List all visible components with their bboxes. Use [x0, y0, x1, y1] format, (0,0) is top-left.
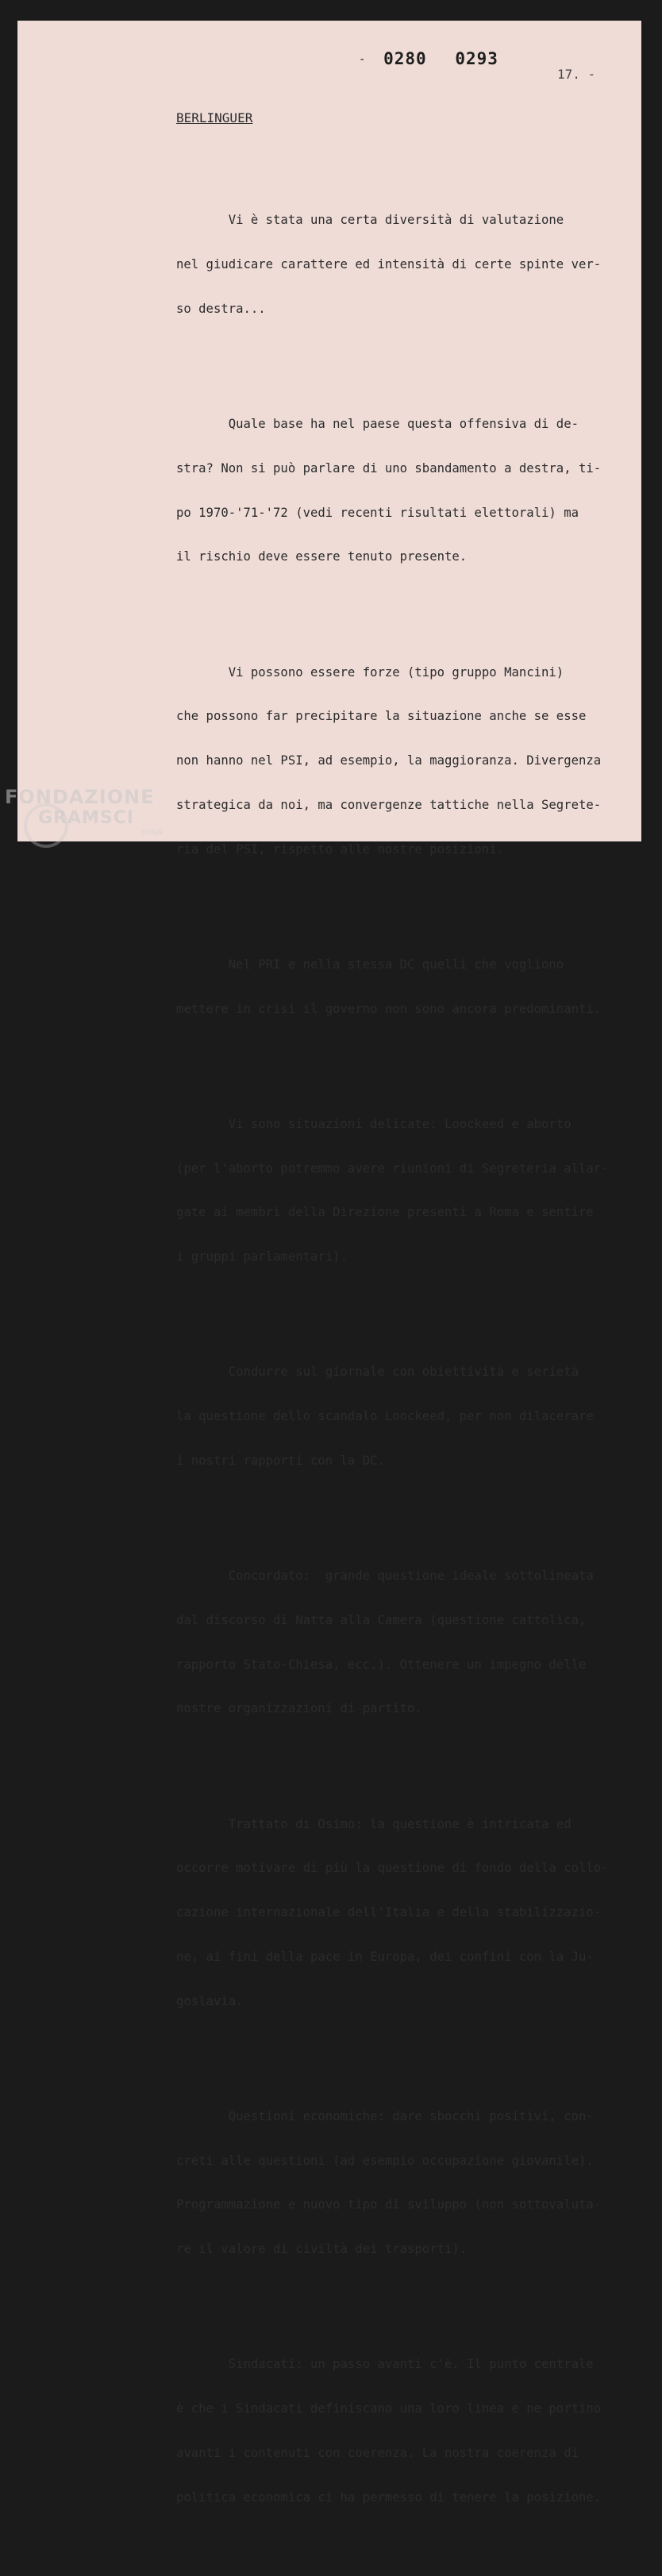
- text-line: Sindacati: un passo avanti c'è. Il punto centrale: [176, 2357, 594, 2372]
- document-body: [176, 154, 625, 2576]
- text-line: la questione dello scandalo Loockeed, per non dilacerare: [176, 1409, 594, 1424]
- text-line: (per l'aborto potremmo avere riunioni di Segreteria allar-: [176, 1161, 609, 1176]
- text-line: stra? Non si può parlare di uno sbandamento a destra, ti-: [176, 460, 602, 476]
- watermark-line-1: FONDAZIONE: [5, 786, 155, 808]
- watermark-line-2: GRAMSCI: [38, 808, 135, 828]
- text-line: Programmazione e nuovo tipo di sviluppo (non sottovaluta-: [176, 2197, 602, 2212]
- text-line: Vi è stata una certa diversità di valutazione: [176, 213, 564, 228]
- text-line: po 1970-'71-'72 (vedi recenti risultati elettorali) ma: [176, 505, 579, 520]
- text-line: Vi possono essere forze (tipo gruppo Mancini): [176, 664, 564, 680]
- text-line: ne, ai fini della pace in Europa, dei confini con la Ju-: [176, 1949, 594, 1964]
- paragraph: [176, 1787, 625, 2038]
- text-line: Trattato di Osimo: la questione è intricata ed: [176, 1816, 572, 1831]
- archive-numbers: [359, 49, 498, 68]
- text-line: nostre organizzazioni di partito.: [176, 1701, 422, 1716]
- text-line: Questioni economiche: dare sbocchi positivi, con-: [176, 2108, 594, 2124]
- text-line: creti alle questioni (ad esempio occupazione giovanile).: [176, 2153, 594, 2168]
- text-line: politica economica ci ha permesso di tenere la posizione.: [176, 2489, 602, 2505]
- paragraph: [176, 387, 625, 594]
- text-line: rapporto Stato-Chiesa, ecc.). Ottenere un impegno delle: [176, 1657, 587, 1672]
- document-title: BERLINGUER: [176, 110, 253, 125]
- paragraph: [176, 2328, 625, 2534]
- text-line: re il valore di civiltà dei trasporti).: [176, 2242, 468, 2257]
- text-line: Nel PRI e nella stessa DC quelli che vogliono: [176, 957, 564, 972]
- text-line: i nostri rapporti con la DC.: [176, 1453, 385, 1468]
- text-line: è che i Sindacati definiscano una loro linea e ne portino: [176, 2401, 602, 2416]
- text-line: cazione internazionale dell'Italia e della stabilizzazio-: [176, 1905, 602, 1920]
- text-line: Condurre sul giornale con obiettività e serietà: [176, 1365, 579, 1380]
- text-line: dal discorso di Natta alla Camera (questione cattolica,: [176, 1612, 587, 1627]
- text-line: i gruppi parlamentari).: [176, 1249, 348, 1265]
- text-line: occorre motivare di più la questione di fondo della collo-: [176, 1861, 609, 1876]
- text-line: il rischio deve essere tenuto presente.: [176, 549, 468, 564]
- document-page: [17, 21, 641, 2505]
- paragraph: [176, 183, 625, 346]
- paragraph: [176, 1539, 625, 1746]
- text-line: avanti i contenuti con coerenza. La nostra coerenza di: [176, 2445, 579, 2460]
- text-line: gate ai membri della Direzione presenti a Roma e sentire: [176, 1205, 594, 1220]
- text-line: ria del PSI, rispetto alle nostre posizioni.: [176, 841, 505, 857]
- paragraph: [176, 1335, 625, 1498]
- page-number: 17. -: [557, 67, 596, 82]
- paragraph: [176, 1088, 625, 1294]
- text-line: che possono far precipitare la situazione anche se esse: [176, 709, 587, 724]
- text-line: Vi sono situazioni delicate: Loockeed e aborto: [176, 1116, 572, 1131]
- paragraph: [176, 635, 625, 886]
- paragraph: [176, 2080, 625, 2286]
- text-line: Quale base ha nel paese questa offensiva di de-: [176, 417, 579, 432]
- watermark-logo: [5, 786, 163, 837]
- text-line: so destra...: [176, 301, 266, 316]
- archive-number-2: 0293: [455, 49, 498, 68]
- text-line: strategica da noi, ma convergenze tattiche nella Segrete-: [176, 797, 602, 812]
- archive-number-1: 0280: [383, 49, 427, 68]
- text-line: goslavia.: [176, 1993, 244, 2008]
- watermark-line-3: onlus: [141, 828, 163, 837]
- text-line: Concordato: grande questione ideale sottolineata: [176, 1569, 594, 1584]
- header-dash: -: [359, 53, 367, 66]
- paragraph: [176, 928, 625, 1046]
- text-line: nel giudicare carattere ed intensità di certe spinte ver-: [176, 257, 602, 272]
- text-line: mettere in crisi il governo non sono ancora predominanti.: [176, 1001, 602, 1016]
- text-line: non hanno nel PSI, ad esempio, la maggioranza. Divergenza: [176, 753, 602, 768]
